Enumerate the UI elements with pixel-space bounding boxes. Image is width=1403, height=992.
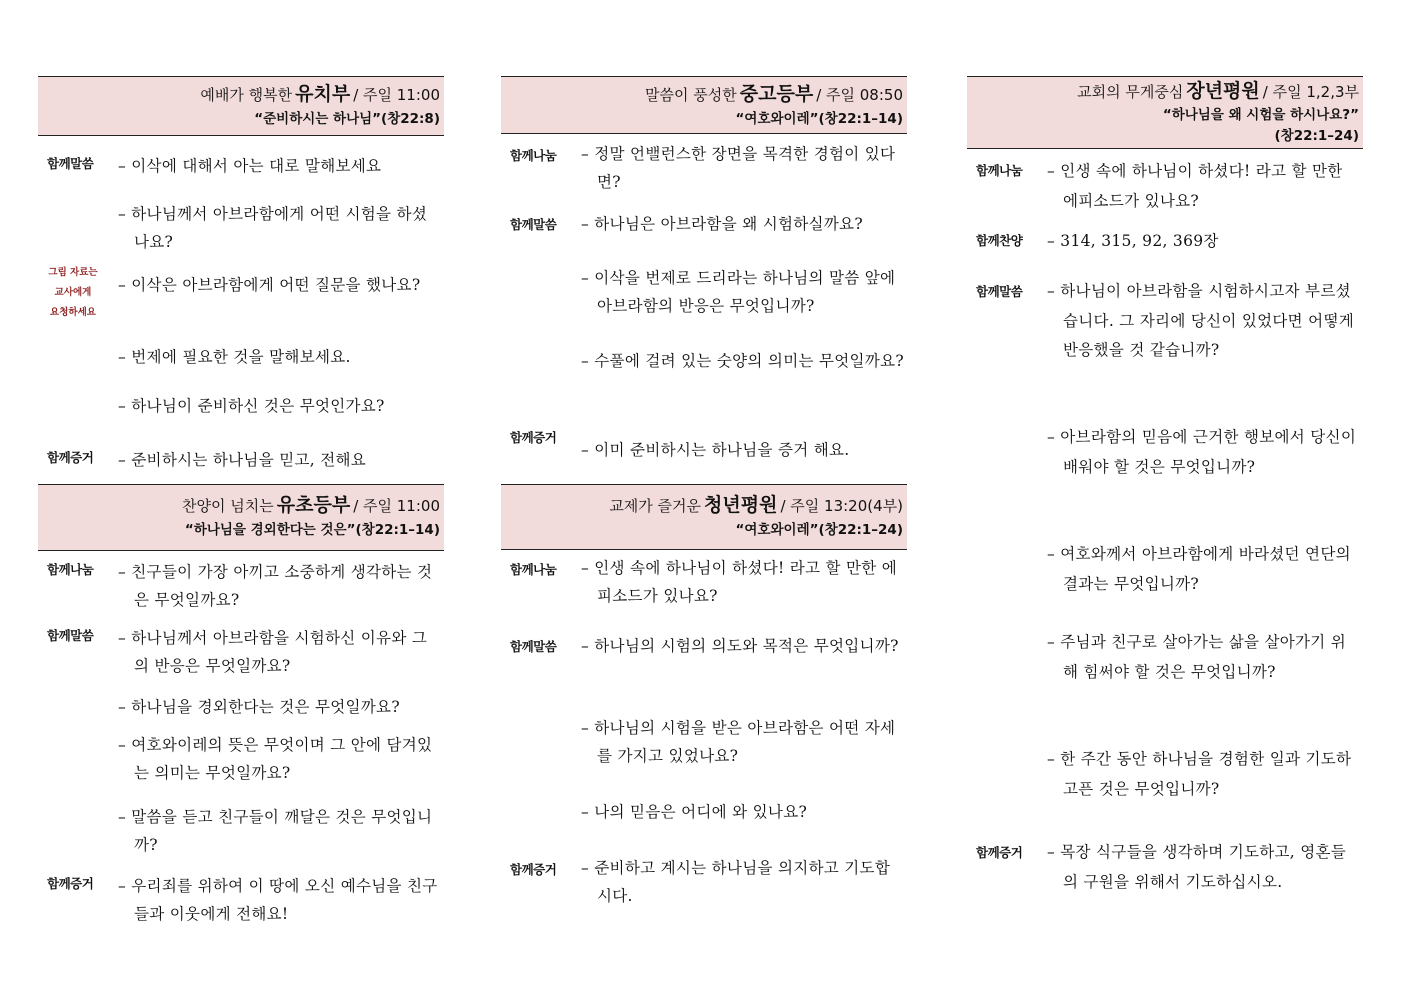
share-item: – 정말 언밸런스한 장면을 목격한 경험이 있다면? [581, 145, 896, 191]
header-prefix: 말씀이 풍성한 [645, 86, 737, 104]
hymn-item: – 314, 315, 92, 369장 [1047, 232, 1219, 250]
materials-note: 그림 자료는 교사에게 요청하세요 [48, 267, 98, 318]
header-prefix: 찬양이 넘치는 [182, 497, 274, 515]
share-item: – 친구들이 가장 아끼고 소중하게 생각하는 것은 무엇일까요? [118, 563, 433, 609]
dept-name: 청년평원 [704, 494, 778, 516]
question-item: – 하나님께서 아브라함에게 어떤 시험을 하셨나요? [118, 205, 428, 251]
label-word: 함께말씀 [47, 156, 94, 171]
question-item: – 하나님이 준비하신 것은 무엇인가요? [118, 397, 385, 415]
question-item: – 여호와께서 아브라함에게 바라셨던 연단의 결과는 무엇입니까? [1047, 545, 1351, 593]
column-kindergarten-elementary [38, 76, 444, 936]
label-share: 함께나눔 [510, 148, 557, 163]
dept-name: 유초등부 [276, 494, 351, 516]
sermon-theme: “하나님을 경외한다는 것은”(창22:1–14) [184, 522, 440, 538]
sermon-theme: “여호와이레”(창22:1–24) [735, 522, 903, 538]
service-time: / 주일 13:20(4부) [780, 497, 903, 515]
question-item: – 한 주간 동안 하나님을 경험한 일과 기도하고픈 것은 무엇입니까? [1047, 750, 1352, 798]
label-share: 함께나눔 [47, 562, 94, 577]
sermon-theme: “여호와이레”(창22:1–14) [735, 111, 903, 127]
testimony-item: – 준비하고 계시는 하나님을 의지하고 기도합시다. [581, 859, 891, 905]
question-item: – 나의 믿음은 어디에 와 있나요? [581, 803, 808, 821]
label-testimony: 함께증거 [976, 845, 1023, 860]
question-item: – 번제에 필요한 것을 말해보세요. [118, 348, 351, 366]
question-item: – 하나님의 시험을 받은 아브라함은 어떤 자세를 가지고 있었나요? [581, 719, 896, 765]
share-item: – 인생 속에 하나님이 하셨다! 라고 할 만한 에피소드가 있나요? [1047, 162, 1343, 210]
question-item: – 주님과 친구로 살아가는 삶을 살아가기 위해 힘써야 할 것은 무엇입니까? [1047, 633, 1347, 681]
question-item: – 여호와이레의 뜻은 무엇이며 그 안에 담겨있는 의미는 무엇일까요? [118, 736, 433, 782]
header-kindergarten [38, 76, 444, 136]
question-item: – 하나님의 시험의 의도와 목적은 무엇입니까? [581, 637, 899, 655]
testimony-item: – 우리죄를 위하여 이 땅에 오신 예수님을 친구들과 이웃에게 전해요! [118, 877, 438, 923]
service-time: / 주일 11:00 [353, 497, 440, 515]
label-testimony: 함께증거 [510, 862, 557, 877]
label-word: 함께말씀 [510, 217, 557, 232]
sermon-theme: “하나님을 왜 시험을 하시나요?” [1162, 107, 1359, 123]
dept-name: 유치부 [295, 83, 351, 105]
service-time: / 주일 1,2,3부 [1262, 83, 1359, 101]
header-adults [967, 76, 1363, 149]
question-item: – 하나님은 아브라함을 왜 시험하실까요? [581, 215, 863, 233]
column-adults [967, 76, 1363, 956]
label-share: 함께나눔 [510, 562, 557, 577]
question-item: – 이삭은 아브라함에게 어떤 질문을 했나요? [118, 276, 421, 294]
header-prefix: 교제가 즐거운 [609, 497, 702, 515]
label-testimony: 함께증거 [510, 430, 557, 445]
label-word: 함께말씀 [510, 639, 557, 654]
header-prefix: 교회의 무게중심 [1077, 83, 1184, 101]
share-item: – 인생 속에 하나님이 하셨다! 라고 할 만한 에피소드가 있나요? [581, 559, 898, 605]
header-elementary [38, 484, 444, 551]
label-word: 함께말씀 [47, 628, 94, 643]
question-item: – 수풀에 걸려 있는 숫양의 의미는 무엇일까요? [581, 352, 904, 370]
label-testimony: 함께증거 [47, 876, 94, 891]
question-item: – 이삭을 번제로 드리라는 하나님의 말씀 앞에 아브라함의 반응은 무엇입니까? [581, 269, 896, 315]
label-share: 함께나눔 [976, 163, 1023, 178]
testimony-item: – 목장 식구들을 생각하며 기도하고, 영혼들의 구원을 위해서 기도하십시오. [1047, 843, 1347, 891]
sermon-reference: (창22:1–24) [1274, 128, 1359, 144]
question-item: – 말씀을 듣고 친구들이 깨달은 것은 무엇입니까? [118, 808, 433, 854]
service-time: / 주일 08:50 [816, 86, 903, 104]
question-item: – 하나님께서 아브라함을 시험하신 이유와 그의 반응은 무엇일까요? [118, 629, 428, 675]
label-word: 함께말씀 [976, 284, 1023, 299]
dept-name: 중고등부 [739, 83, 814, 105]
header-youth [501, 76, 907, 134]
sermon-theme: “준비하시는 하나님”(창22:8) [254, 111, 440, 127]
testimony-item: – 준비하시는 하나님을 믿고, 전해요 [118, 451, 367, 469]
label-testimony: 함께증거 [47, 450, 94, 465]
header-prefix: 예배가 행복한 [200, 86, 293, 104]
question-item: – 아브라함의 믿음에 근거한 행보에서 당신이 배워야 할 것은 무엇입니까? [1047, 428, 1357, 476]
header-young-adults [501, 484, 907, 550]
testimony-item: – 이미 준비하시는 하나님을 증거 해요. [581, 441, 850, 459]
dept-name: 장년평원 [1186, 80, 1260, 102]
question-item: – 하나님이 아브라함을 시험하시고자 부르셨습니다. 그 자리에 당신이 있었다면 어떻게 반응했을 것 같습니까? [1047, 282, 1355, 359]
question-item: – 이삭에 대해서 아는 대로 말해보세요 [118, 157, 382, 175]
column-youth [501, 76, 907, 936]
service-time: / 주일 11:00 [353, 86, 440, 104]
question-item: – 하나님을 경외한다는 것은 무엇일까요? [118, 698, 400, 716]
label-hymn: 함께찬양 [976, 233, 1023, 248]
